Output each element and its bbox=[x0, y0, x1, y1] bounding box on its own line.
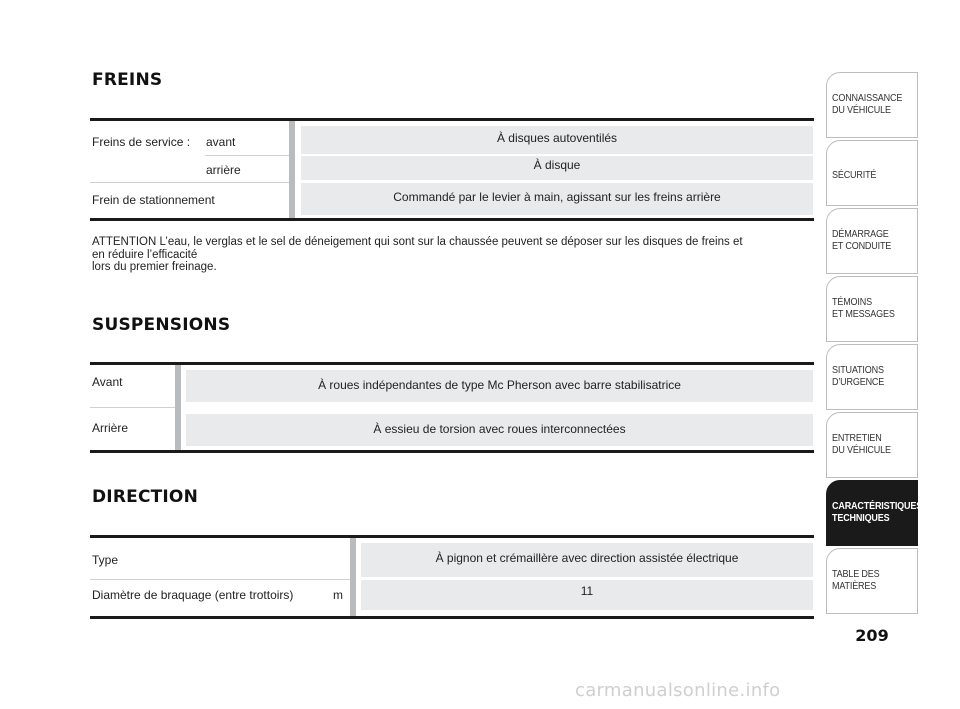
tab-securite[interactable]: SÉCURITÉ bbox=[826, 140, 918, 206]
direction-separator bbox=[90, 579, 350, 580]
watermark-text: carmanualsonline.info bbox=[575, 680, 781, 701]
suspensions-arriere-label: Arrière bbox=[92, 421, 129, 435]
freins-avant-label: avant bbox=[206, 135, 236, 149]
freins-stationnement-value: Commandé par le levier à main, agissant sur les freins arrière bbox=[301, 183, 813, 215]
freins-arriere-label: arrière bbox=[206, 163, 241, 177]
suspensions-title: SUSPENSIONS bbox=[92, 315, 231, 335]
freins-attention-note bbox=[92, 236, 812, 274]
direction-bottom-rule bbox=[90, 616, 814, 619]
suspensions-arriere-value: À essieu de torsion avec roues interconnectées bbox=[186, 414, 813, 446]
freins-arriere-value: À disque bbox=[301, 156, 813, 180]
freins-bottom-rule bbox=[90, 218, 814, 221]
freins-divider bbox=[289, 121, 295, 218]
tab-caracteristiques-techniques[interactable]: CARACTÉRISTIQUES TECHNIQUES bbox=[826, 480, 918, 546]
direction-divider bbox=[350, 538, 356, 618]
direction-diametre-label: Diamètre de braquage (entre trottoirs) bbox=[92, 588, 294, 602]
tab-situations-urgence[interactable]: SITUATIONS D’URGENCE bbox=[826, 344, 918, 410]
suspensions-top-rule bbox=[90, 362, 814, 365]
freins-top-rule bbox=[90, 118, 814, 121]
freins-title: FREINS bbox=[92, 70, 163, 90]
note-line-3: lors du premier freinage. bbox=[92, 261, 217, 273]
tab-temoins-messages[interactable]: TÉMOINS ET MESSAGES bbox=[826, 276, 918, 342]
freins-service-label: Freins de service : bbox=[92, 135, 191, 149]
freins-stationnement-label: Frein de stationnement bbox=[92, 193, 215, 207]
note-line-2: en réduire l’efficacité bbox=[92, 248, 198, 261]
freins-separator-2 bbox=[90, 182, 289, 183]
freins-avant-value: À disques autoventilés bbox=[301, 126, 813, 154]
direction-diametre-unit: m bbox=[333, 588, 343, 602]
note-line-1: ATTENTION L’eau, le verglas et le sel de déneigement qui sont sur la chaussée peuvent se déposer sur les disques de freins et bbox=[92, 236, 743, 248]
suspensions-avant-label: Avant bbox=[92, 375, 123, 389]
suspensions-separator bbox=[90, 407, 175, 408]
tab-connaissance-vehicule[interactable]: CONNAISSANCE DU VÉHICULE bbox=[826, 72, 918, 138]
direction-type-value: À pignon et crémaillère avec direction assistée électrique bbox=[361, 543, 813, 577]
direction-diametre-value: 11 bbox=[361, 580, 813, 610]
tab-entretien-vehicule[interactable]: ENTRETIEN DU VÉHICULE bbox=[826, 412, 918, 478]
tab-table-matieres[interactable]: TABLE DES MATIÈRES bbox=[826, 548, 918, 614]
page-number: 209 bbox=[855, 626, 889, 645]
direction-top-rule bbox=[90, 535, 814, 538]
suspensions-avant-value: À roues indépendantes de type Mc Pherson avec barre stabilisatrice bbox=[186, 370, 813, 402]
direction-title: DIRECTION bbox=[92, 487, 199, 507]
suspensions-divider bbox=[175, 365, 181, 450]
tab-demarrage-conduite[interactable]: DÉMARRAGE ET CONDUITE bbox=[826, 208, 918, 274]
suspensions-bottom-rule bbox=[90, 450, 814, 453]
freins-separator-1 bbox=[205, 155, 289, 156]
direction-type-label: Type bbox=[92, 553, 119, 567]
